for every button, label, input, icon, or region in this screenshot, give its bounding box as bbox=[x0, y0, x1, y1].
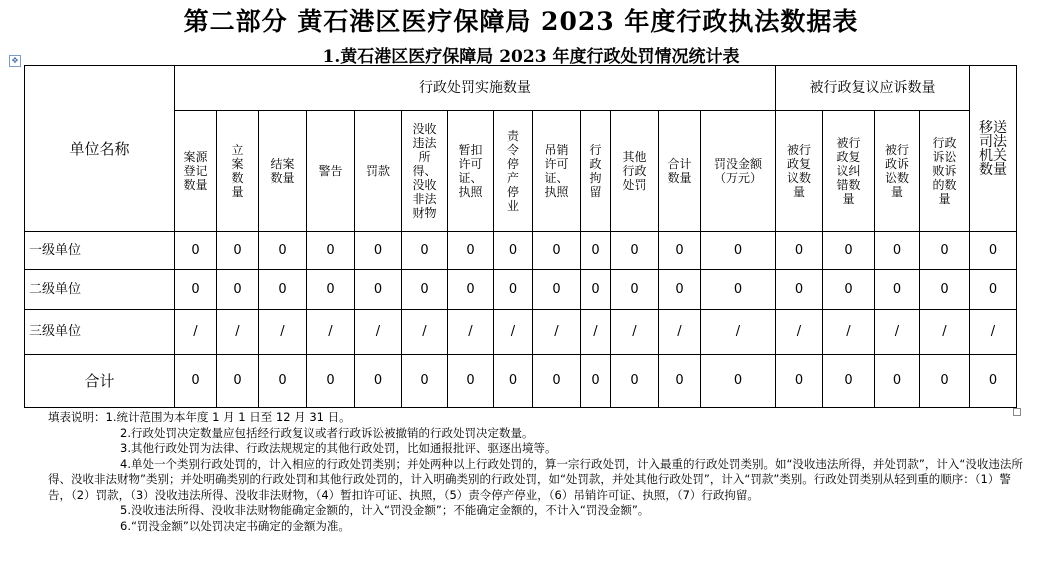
column-header bbox=[581, 111, 611, 232]
table-cell: / bbox=[875, 310, 920, 355]
column-header bbox=[920, 111, 970, 232]
column-header-text: 吊销许可证、执照 bbox=[544, 143, 569, 199]
table-cell: 0 bbox=[355, 355, 402, 408]
move-handle-icon[interactable]: ✥ bbox=[9, 55, 21, 67]
table-cell: / bbox=[307, 310, 355, 355]
table-subtitle: 1.黄石港区医疗保障局 2023 年度行政处罚情况统计表 bbox=[322, 47, 740, 67]
table-cell: 0 bbox=[659, 355, 701, 408]
column-header bbox=[823, 111, 875, 232]
table-cell: 0 bbox=[970, 270, 1017, 310]
note-item-5: 5.没收违法所得、没收非法财物能确定金额的，计入“罚没金额”；不能确定金额的，不计入“罚没金额”。 bbox=[120, 503, 650, 517]
column-header bbox=[448, 111, 494, 232]
table-cell: 0 bbox=[611, 232, 659, 270]
table-cell: 0 bbox=[823, 270, 875, 310]
table-cell: 0 bbox=[307, 270, 355, 310]
table-cell: 0 bbox=[920, 232, 970, 270]
table-cell: 0 bbox=[259, 232, 307, 270]
table-cell: 0 bbox=[823, 232, 875, 270]
table-cell: 0 bbox=[920, 355, 970, 408]
column-header bbox=[259, 111, 307, 232]
table-cell: 0 bbox=[970, 355, 1017, 408]
table-cell: / bbox=[494, 310, 533, 355]
table-cell: 0 bbox=[875, 270, 920, 310]
table-cell: 0 bbox=[581, 270, 611, 310]
column-header bbox=[659, 111, 701, 232]
table-cell: 0 bbox=[307, 355, 355, 408]
note-item-3: 3.其他行政处罚为法律、行政法规规定的其他行政处罚，比如通报批评、驱逐出境等。 bbox=[120, 441, 557, 455]
table-cell: 0 bbox=[259, 270, 307, 310]
column-header bbox=[355, 111, 402, 232]
table-cell: 0 bbox=[611, 355, 659, 408]
unit-name-header: 单位名称 bbox=[25, 66, 175, 232]
table-cell: 0 bbox=[175, 232, 217, 270]
notes-prefix: 填表说明： bbox=[48, 410, 106, 424]
column-header-text: 其他行政处罚 bbox=[622, 150, 647, 192]
table-cell: 0 bbox=[701, 232, 776, 270]
column-header bbox=[402, 111, 448, 232]
column-header-text: 结案数量 bbox=[270, 157, 295, 185]
table-cell: 0 bbox=[259, 355, 307, 408]
table-cell: 0 bbox=[581, 232, 611, 270]
table-cell: / bbox=[823, 310, 875, 355]
column-header-text: 责令停产停业 bbox=[506, 129, 519, 213]
table-cell: / bbox=[402, 310, 448, 355]
column-header-text: 被行政复议纠错数量 bbox=[836, 136, 861, 206]
column-header bbox=[217, 111, 259, 232]
table-cell: 0 bbox=[701, 355, 776, 408]
table-cell: 0 bbox=[175, 355, 217, 408]
page-title: 第二部分 黄石港区医疗保障局 2023 年度行政执法数据表 bbox=[183, 7, 859, 36]
table-row bbox=[25, 355, 1017, 408]
table-cell: 0 bbox=[776, 270, 823, 310]
table-cell: 0 bbox=[875, 355, 920, 408]
note-item-1: 填表说明：1.统计范围为本年度 1 月 1 日至 12 月 31 日。 bbox=[48, 410, 351, 424]
column-header bbox=[611, 111, 659, 232]
table-cell: / bbox=[355, 310, 402, 355]
table-cell: 0 bbox=[533, 355, 581, 408]
table-cell: / bbox=[533, 310, 581, 355]
column-header-text: 合计数量 bbox=[667, 157, 692, 185]
column-header bbox=[875, 111, 920, 232]
table-cell: 0 bbox=[402, 232, 448, 270]
table-cell: 0 bbox=[533, 232, 581, 270]
table-cell: 0 bbox=[402, 270, 448, 310]
row-label: 三级单位 bbox=[25, 310, 175, 355]
column-header-text: 行政拘留 bbox=[589, 143, 602, 199]
table-cell: 0 bbox=[355, 232, 402, 270]
table-cell: 0 bbox=[217, 232, 259, 270]
table-cell: / bbox=[920, 310, 970, 355]
row-label: 合计 bbox=[25, 355, 175, 408]
table-cell: 0 bbox=[659, 270, 701, 310]
table-cell: 0 bbox=[875, 232, 920, 270]
column-header-text: 立案数量 bbox=[231, 143, 244, 199]
table-cell: / bbox=[217, 310, 259, 355]
table-cell: 0 bbox=[611, 270, 659, 310]
table-cell: 0 bbox=[970, 232, 1017, 270]
table-cell: / bbox=[701, 310, 776, 355]
table-cell: / bbox=[581, 310, 611, 355]
column-header bbox=[494, 111, 533, 232]
column-header bbox=[776, 111, 823, 232]
table-cell: 0 bbox=[920, 270, 970, 310]
table-cell: / bbox=[611, 310, 659, 355]
transfer-header bbox=[970, 66, 1017, 232]
table-cell: 0 bbox=[533, 270, 581, 310]
notes-section bbox=[48, 410, 1028, 534]
note-item-4: 4.单处一个类别行政处罚的，计入相应的行政处罚类别；并处两种以上行政处罚的，算一宗行政处罚，计入最重的行政处罚类别。如“没收违法所得，并处罚款”，计入“没收违法所得、没收非法财物”类别；并处明确类别的行政处罚和其他行政处罚的，计入明确类别的行政处罚，如“处罚款，并处其他行政处罚”，计入“罚款”类别。行政处罚类别从轻到重的顺序：（1）警告，（2）罚款，（3）没收违法所得、没收非法财物，（4）暂扣许可证、执照，（5）责令停产停业，（6）吊销许可证、执照，（7）行政拘留。 bbox=[48, 456, 1023, 502]
table-cell: / bbox=[259, 310, 307, 355]
table-cell: 0 bbox=[307, 232, 355, 270]
note-item-2: 2.行政处罚决定数量应包括经行政复议或者行政诉讼被撤销的行政处罚决定数量。 bbox=[120, 425, 534, 440]
column-header-text: 警告 bbox=[318, 164, 343, 178]
transfer-header-text: 移送司法机关数量 bbox=[979, 119, 1007, 178]
column-header-text: 被行政诉讼数量 bbox=[884, 143, 909, 199]
table-cell: 0 bbox=[217, 355, 259, 408]
column-header bbox=[701, 111, 776, 232]
table-cell: 0 bbox=[494, 270, 533, 310]
column-header-text: 被行政复议数量 bbox=[786, 143, 811, 199]
column-header-text: 罚没金额（万元） bbox=[713, 157, 762, 185]
review-group-header: 被行政复议应诉数量 bbox=[776, 66, 970, 111]
table-row bbox=[25, 270, 1017, 310]
table-cell: 0 bbox=[494, 232, 533, 270]
table-row bbox=[25, 310, 1017, 355]
table-cell: 0 bbox=[355, 270, 402, 310]
table-cell: 0 bbox=[217, 270, 259, 310]
table-cell: / bbox=[175, 310, 217, 355]
table-cell: 0 bbox=[402, 355, 448, 408]
column-header-text: 罚款 bbox=[365, 164, 390, 178]
table-cell: 0 bbox=[823, 355, 875, 408]
column-header bbox=[175, 111, 217, 232]
table-cell: 0 bbox=[448, 355, 494, 408]
column-header-text: 暂扣许可证、执照 bbox=[458, 143, 483, 199]
column-header bbox=[533, 111, 581, 232]
table-cell: 0 bbox=[448, 270, 494, 310]
table-cell: 0 bbox=[701, 270, 776, 310]
column-header-text: 案源登记数量 bbox=[183, 150, 208, 192]
table-cell: / bbox=[659, 310, 701, 355]
table-cell: 0 bbox=[448, 232, 494, 270]
penalty-statistics-table bbox=[24, 65, 1017, 408]
table-cell: 0 bbox=[175, 270, 217, 310]
penalty-group-header: 行政处罚实施数量 bbox=[175, 66, 776, 111]
column-header-text: 没收违法所得、没收非法财物 bbox=[412, 122, 437, 220]
table-cell: 0 bbox=[659, 232, 701, 270]
column-header bbox=[307, 111, 355, 232]
column-header-text: 行政诉讼败诉的数量 bbox=[932, 136, 957, 206]
note-item-6: 6.“罚没金额”以处罚决定书确定的金额为准。 bbox=[120, 518, 350, 533]
row-label: 一级单位 bbox=[25, 232, 175, 270]
table-cell: 0 bbox=[776, 232, 823, 270]
table-cell: 0 bbox=[581, 355, 611, 408]
table-cell: / bbox=[776, 310, 823, 355]
table-cell: / bbox=[970, 310, 1017, 355]
row-label: 二级单位 bbox=[25, 270, 175, 310]
table-cell: / bbox=[448, 310, 494, 355]
table-cell: 0 bbox=[494, 355, 533, 408]
table-row bbox=[25, 232, 1017, 270]
table-cell: 0 bbox=[776, 355, 823, 408]
